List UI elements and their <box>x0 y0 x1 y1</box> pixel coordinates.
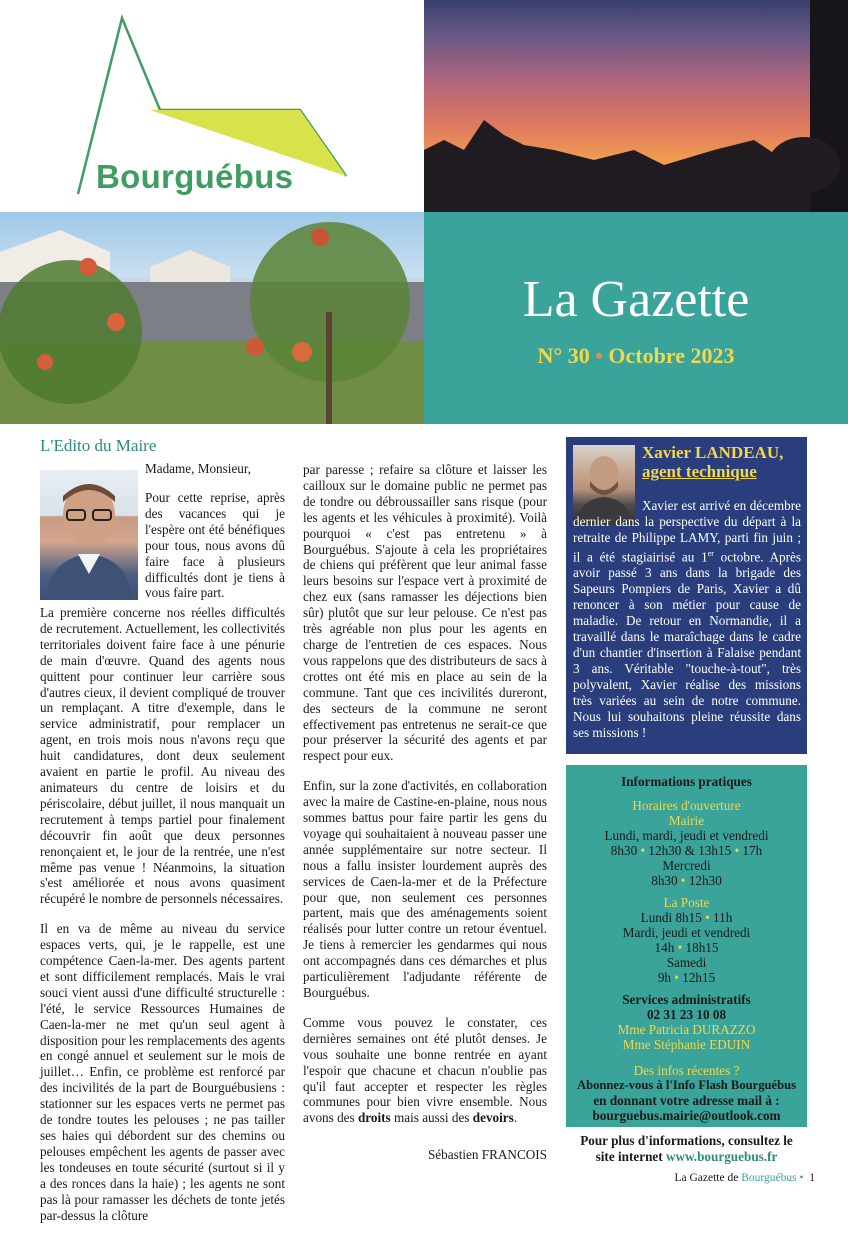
day: Lundi <box>640 910 673 925</box>
news-line-2: en donnant votre adresse mail à : <box>593 1093 780 1108</box>
staff-description <box>573 498 801 741</box>
poste-hours-1 <box>566 910 807 926</box>
hour: 9h <box>657 970 671 985</box>
site-prefix: site internet <box>595 1149 663 1164</box>
footer-label: La Gazette de <box>674 1172 739 1184</box>
page-number: 1 <box>809 1172 815 1184</box>
email-link[interactable]: bourguebus.mairie@outlook.com <box>592 1108 781 1123</box>
edito-paragraph: Enfin, sur la zone d'activités, en collaboration avec la maire de Castine-en-plaine, nous nous sommes battus pour faire partir les gens du voyage qui souhaitaient à nouveau passer une année supplémentaire sur notre secteur. Il nous a fallu insister lourdement auprès des services de Caen-la-mer et de la Préfecture pour que, non seulement ces personnes partent, mais que des aménagements soient réalisés pour lutter contre un retour éventuel. Je tiens à remercier les gendarmes qui nous ont accompagnés dans ces démarches et plus particulièrement l'adjudante référente de Bourguébus. <box>303 778 547 1000</box>
edito-paragraph: Il en va de même au niveau du service espaces verts, qui, je le rappelle, est une compétence Caen-la-mer. Des agents partent et sont difficilement remplacés. Mais le vrai souci vient aussi d'une difficulté structurelle : l'été, le service Ressources Humaines de Caen-la-mer ne met qu'un seul agent à disposition pour les remplacements des agents en congé annuel et seulement sur le mois de juillet… Enfin, ce problème est renforcé par des incivilités de la part de Bourguébusiens : stationner sur les espaces verts ne permet pas de tondre toutes les pelouses ; ne pas tailler ses haies qui débordent sur des chemins ou pelouses empêchent les agents de passer avec les tondeuses en toute sécurité (surtout si il y a des ronces dans la haie) ; les agents ne sont pas là pour ramasser les déchets de tonte jetés par-dessus la clôture <box>40 921 285 1223</box>
bullet-icon: • <box>674 970 679 985</box>
footer-brand: Bourguébus <box>741 1172 797 1184</box>
text-run: . <box>513 1110 518 1126</box>
signature: Sébastien FRANCOIS <box>427 1147 547 1162</box>
edito-paragraph: La première concerne nos réelles difficultés de recrutement. Actuellement, les collectivités territoriales doivent faire face à une pénurie de main d'œuvre. Quand des agents nous quittent pour continuer leur carrière sous d'autres cieux, il devient compliqué de trouver un remplaçant. A titre d'exemple, dans le service administratif, pour remplacer un agent, en trois mois nous n'avons reçu que huit candidatures, dont deux seulement avaient en partie le profil. Au niveau des animateurs du centre de loisirs et du périscolaire, début juillet, il nous manquait un recrutement à temps partiel pour finalement découvrir fin août que deux personnes renonçaient et, le jour de la rentrée, une n'est même pas venue ! Néanmoins, la situation s'est améliorée et nous avons quasiment récupéré le nombre de personnels nécessaires. <box>40 605 285 907</box>
hours-title: Horaires d'ouverture <box>632 798 741 813</box>
edito-intro: Pour cette reprise, après des vacances qui je l'espère ont été bénéfiques pour tous, nous avons dû faire face à plusieurs difficultés dont je tiens à vous faire part. <box>145 490 285 601</box>
text-run: mais aussi des <box>393 1110 470 1126</box>
text-sup: er <box>707 549 714 558</box>
poste-hours-3 <box>566 970 807 986</box>
apple-tree-photo <box>0 212 424 424</box>
mairie-hours-1 <box>566 843 807 859</box>
text-run: octobre. Après avoir passé 3 ans dans la brigade des Sapeurs Pompiers de Paris, Xavier a dû renoncer à son métier pour cause de maladie. De retour en Normandie, il a travaillé dans le maraîchage dans le cadre d'un chantier d'insertion à Falaise pendant 3 ans. Véritable "touche-à-tout", très polyvalent, Xavier réalise des missions très variées au sein de notre commune. Nous lui souhaitons pleine réussite dans ses missions ! <box>573 549 802 741</box>
mairie-hours-2 <box>566 873 807 889</box>
mairie-days-2: Mercredi <box>662 858 711 873</box>
issue-line <box>424 343 848 369</box>
services-title: Services administratifs <box>622 992 751 1007</box>
edito-paragraph: par paresse ; refaire sa clôture et laisser les cailloux sur le domaine public ne permet pas de tondre ou débroussailler sans risque (pour les agents et les véhicules à proximité). Voilà pourquoi « c'est pas entretenu » à Bourguébus. S'ajoute à cela les propriétaires de chiens qui préfèrent que leur animal fasse leurs besoins sur l'espace vert à proximité de chez eux (sans ramasser les déjections bien sûr) plutôt que sur leur pelouse. Ce n'est pas très agréable non plus pour les agents en charge de l'entretien de ces espaces. Nous vous rappelons que des distributeurs de sacs à crottes ont été mis en place au sein de la commune. Tant que ces incivilités dureront, des secteurs de la commune ne seront effectivement pas entretenus ne serait-ce que pour préserver la sécurité des agents et par respect pour eux. <box>303 462 547 764</box>
hour: 8h15 <box>675 910 702 925</box>
staff-name: Xavier LANDEAU, <box>642 443 784 462</box>
bullet-icon: • <box>640 843 646 858</box>
issue-number: N° 30 <box>537 343 590 368</box>
issue-date: Octobre 2023 <box>608 343 735 368</box>
hour: 12h30 & 13h15 <box>648 843 732 858</box>
text-bold: devoirs <box>472 1110 514 1126</box>
salutation: Madame, Monsieur, <box>145 461 252 476</box>
contact-1: Mme Patricia DURAZZO <box>617 1022 756 1037</box>
info-title: Informations pratiques <box>621 774 752 789</box>
bullet-icon: • <box>595 343 603 368</box>
text-run: Xavier est arrivé en décembre dernier dans la perspective du départ à la retraite de Philippe LAMY, parti fin juin ; il a été stagiairisé au 1 <box>573 498 801 565</box>
edito-paragraph <box>303 1015 547 1126</box>
edito-title: L'Edito du Maire <box>40 436 157 455</box>
staff-role: agent technique <box>642 462 757 481</box>
poste-days-3: Samedi <box>666 955 707 970</box>
hour: 14h <box>654 940 675 955</box>
gazette-title: La Gazette <box>522 271 750 328</box>
text-run: Comme vous pouvez le constater, ces dernières semaines ont été plutôt denses. Je vous souhaite une bonne rentrée en ayant l'espoir que chacune et chacun n'oublie pas qu'il faut accepter et respecter les règles communes pour bien vivre ensemble. Nous avons des <box>303 1014 547 1126</box>
poste-label: La Poste <box>663 895 710 910</box>
news-line-1: Abonnez-vous à l'Info Flash Bourguébus <box>576 1078 797 1092</box>
edito-column-2 <box>303 462 547 1140</box>
website-link[interactable]: www.bourguebus.fr <box>665 1149 778 1164</box>
poste-days-2: Mardi, jeudi et vendredi <box>622 925 751 940</box>
bullet-icon: • <box>677 940 683 955</box>
more-info-text: Pour plus d'informations, consultez le <box>580 1133 793 1148</box>
poste-hours-2 <box>566 940 807 956</box>
bullet-icon: • <box>799 1172 804 1184</box>
phone-number: 02 31 23 10 08 <box>646 1007 727 1022</box>
sunset-photo <box>424 0 848 212</box>
footer-info <box>566 1133 807 1165</box>
site-line <box>566 1149 807 1165</box>
hour: 11h <box>713 910 733 925</box>
text-bold: droits <box>357 1110 391 1126</box>
edito-column-1 <box>40 605 285 1237</box>
hour: 8h30 <box>610 843 638 858</box>
contact-2: Mme Stéphanie EDUIN <box>622 1037 751 1052</box>
mairie-days-1: Lundi, mardi, jeudi et vendredi <box>604 828 769 843</box>
logo-name: Bourguébus <box>96 158 294 195</box>
news-title: Des infos récentes ? <box>633 1063 740 1078</box>
hour: 12h30 <box>688 873 722 888</box>
page-footer <box>640 1172 815 1184</box>
hour: 18h15 <box>685 940 719 955</box>
hour: 12h15 <box>682 970 716 985</box>
bullet-icon: • <box>680 873 686 888</box>
bullet-icon: • <box>705 910 710 925</box>
hour: 8h30 <box>651 873 678 888</box>
mayor-portrait <box>40 470 138 600</box>
mairie-label: Mairie <box>668 813 705 828</box>
bullet-icon: • <box>734 843 740 858</box>
hour: 17h <box>742 843 763 858</box>
